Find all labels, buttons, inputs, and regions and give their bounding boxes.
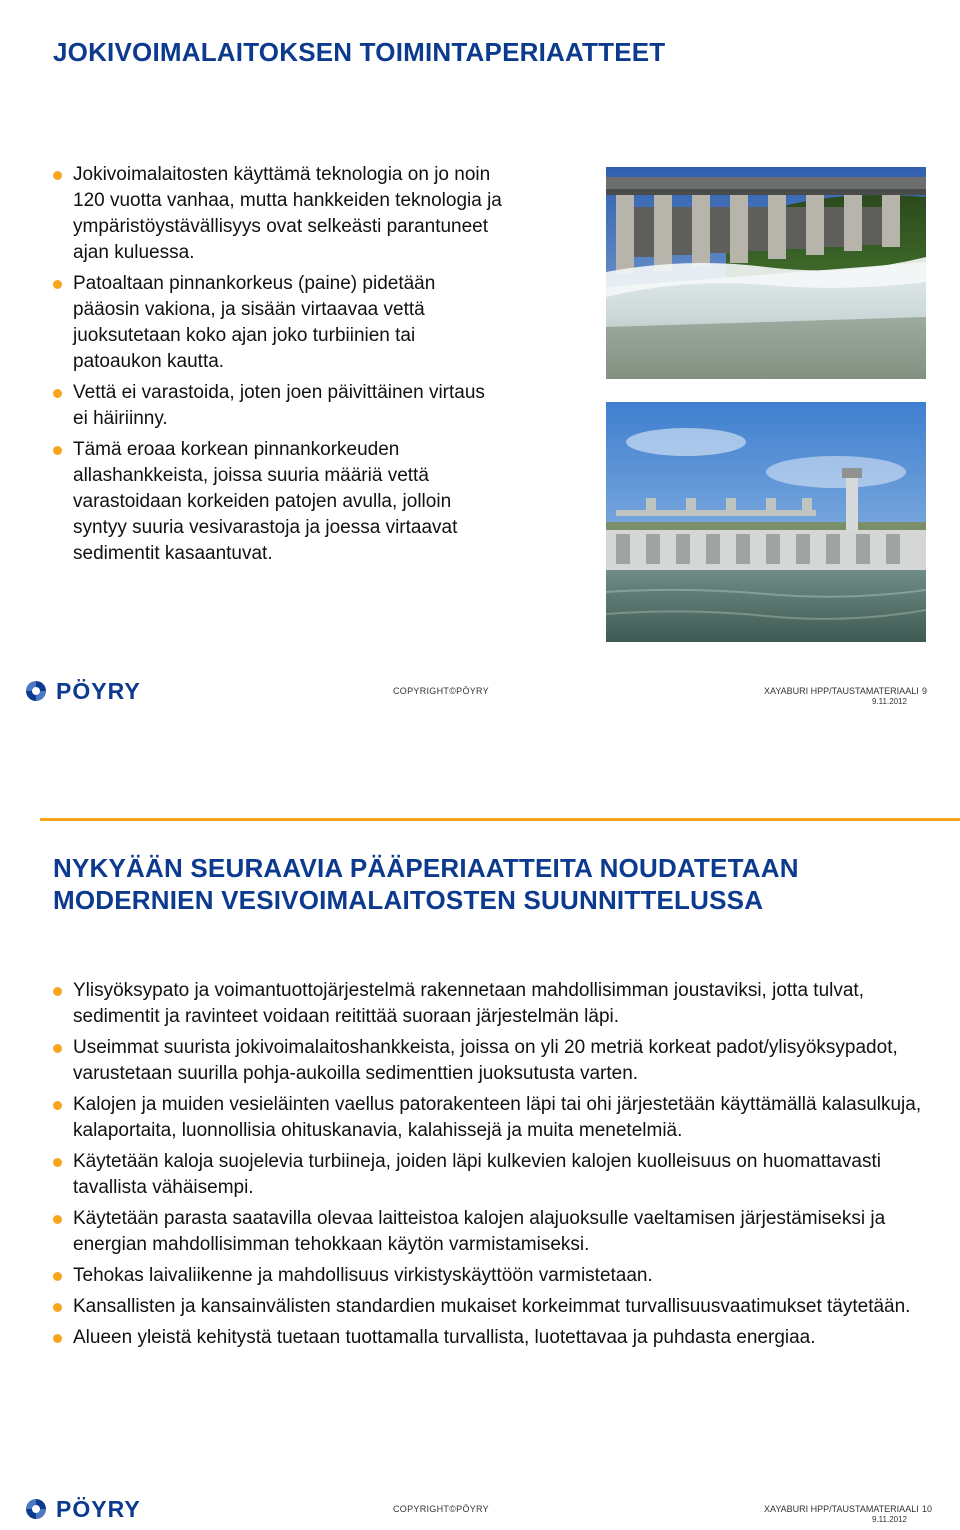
bullet-item: Jokivoimalaitosten käyttämä teknologia on jo noin 120 vuotta vanhaa, mutta hankkeiden teknologia ja ympäristöystävällisyys ovat selkeästi parantuneet ajan kuluessa. [53,162,503,266]
bullet-list [53,978,943,1356]
date-label: 9.11.2012 [872,697,907,706]
bullet-item: Tehokas laivaliikenne ja mahdollisuus virkistyskäyttöön varmistetaan. [53,1263,943,1289]
poyry-logo-icon [24,679,48,703]
poyry-logo [24,678,141,704]
slide-footer [0,1490,960,1530]
top-divider [40,818,960,821]
slide-footer [0,672,960,712]
bullet-item: Tämä eroaa korkean pinnankorkeuden allashankkeista, joissa suuria määriä vettä varastoidaan korkeiden patojen avulla, jolloin syntyy suuria vesivarastoja ja joessa virtaavat sedimentit kasaantuvat. [53,437,503,567]
bullet-item: Kalojen ja muiden vesieläinten vaellus patorakenteen läpi tai ohi järjestetään käyttämällä kalasulkuja, kalaportaita, luonnollisia ohituskanavia, kalahissejä ja muita menetelmiä. [53,1092,943,1144]
bullet-item: Useimmat suurista jokivoimalaitoshankkeista, joissa on yli 20 metriä korkeat padot/ylisyöksypadot, varustetaan suurilla pohja-aukoilla sedimenttien juoksutusta varten. [53,1035,943,1087]
poyry-logo-icon [24,1497,48,1521]
bullet-item: Kansallisten ja kansainvälisten standardien mukaiset korkeimmat turvallisuusvaatimukset täytetään. [53,1294,943,1320]
slide-9 [0,0,960,730]
bullet-item: Käytetään parasta saatavilla olevaa laitteistoa kalojen alajuoksulle vaeltamisen järjestämiseksi ja energian mahdollisimman tehokkaan käytön varmistamiseksi. [53,1206,943,1258]
logo-text: PÖYRY [56,677,141,704]
bullet-item: Patoaltaan pinnankorkeus (paine) pidetään pääosin vakiona, ja sisään virtaavaa vettä juoksutetaan koko ajan joko turbiinien tai patoaukon kautta. [53,271,503,375]
project-label: XAYABURI HPP/TAUSTAMATERIAALI [764,686,919,696]
bullet-item: Alueen yleistä kehitystä tuetaan tuottamalla turvallista, luotettavaa ja puhdasta energiaa. [53,1325,943,1351]
bullet-list [53,162,503,572]
page-number: 10 [922,1504,933,1514]
copyright-text: COPYRIGHT©PÖYRY [393,686,489,696]
page-number: 9 [922,686,928,696]
dam-spillway-photo [606,167,926,379]
project-label: XAYABURI HPP/TAUSTAMATERIAALI [764,1504,919,1514]
poyry-logo [24,1496,141,1522]
logo-text: PÖYRY [56,1495,141,1522]
river-dam-photo [606,402,926,642]
bullet-item: Ylisyöksypato ja voimantuottojärjestelmä rakennetaan mahdollisimman joustaviksi, jotta tulvat, sedimentit ja ravinteet voidaan reitittää suoraan järjestelmän läpi. [53,978,943,1030]
slide-title: NYKYÄÄN SEURAAVIA PÄÄPERIAATTEITA NOUDATETAAN MODERNIEN VESIVOIMALAITOSTEN SUUNNITTELUSSA [53,853,799,915]
bullet-item: Vettä ei varastoida, joten joen päivittäinen virtaus ei häiriinny. [53,380,503,432]
copyright-text: COPYRIGHT©PÖYRY [393,1504,489,1514]
slide-title: JOKIVOIMALAITOKSEN TOIMINTAPERIAATTEET [53,37,666,67]
slide-10 [0,818,960,1522]
bullet-item: Käytetään kaloja suojelevia turbiineja, joiden läpi kulkevien kalojen kuolleisuus on huomattavasti tavallista vähäisempi. [53,1149,943,1201]
date-label: 9.11.2012 [872,1515,907,1524]
